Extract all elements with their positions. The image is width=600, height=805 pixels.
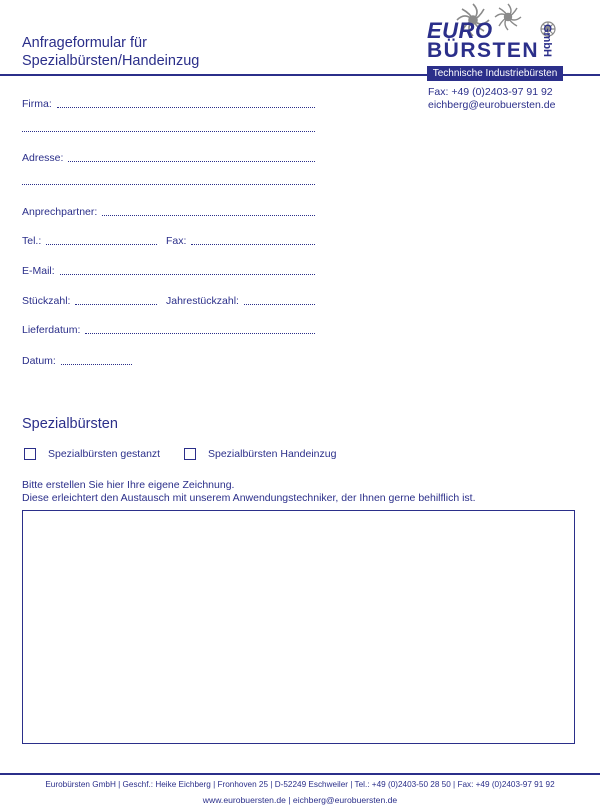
stueckzahl-field[interactable]	[22, 295, 157, 307]
lieferdatum-label: Lieferdatum:	[22, 324, 81, 336]
fax-line[interactable]	[191, 236, 315, 245]
instruction-line2: Diese erleichtert den Austausch mit unserem Anwendungstechniker, der Ihnen gerne behilflich ist.	[22, 491, 476, 504]
tel-field[interactable]	[22, 235, 157, 247]
stueckzahl-line[interactable]	[75, 296, 157, 305]
form-title-line1: Anfrageformular für	[22, 35, 147, 51]
tel-line[interactable]	[46, 236, 157, 245]
company-logo	[427, 2, 575, 84]
option-gestanzt[interactable]	[24, 448, 160, 460]
section-title: Spezialbürsten	[22, 416, 118, 432]
form-title	[22, 34, 199, 70]
footer-rule	[0, 773, 600, 775]
ansprechpartner-label: Anprechpartner:	[22, 206, 98, 218]
option-handeinzug-label: Spezialbürsten Handeinzug	[208, 448, 337, 460]
datum-line[interactable]	[61, 356, 132, 365]
firma-label: Firma:	[22, 98, 52, 110]
email-label: E-Mail:	[22, 265, 55, 277]
adresse-label: Adresse:	[22, 152, 64, 164]
email-line[interactable]	[60, 266, 315, 275]
stueckzahl-label: Stückzahl:	[22, 295, 71, 307]
form-title-line2: Spezialbürsten/Handeinzug	[22, 53, 200, 69]
option-gestanzt-label: Spezialbürsten gestanzt	[48, 448, 161, 460]
datum-label: Datum:	[22, 355, 56, 367]
checkbox-gestanzt[interactable]	[24, 448, 36, 460]
fax-label: Fax:	[166, 235, 187, 247]
footer-web-links[interactable]: www.eurobuersten.de | eichberg@eurobuersten.de	[202, 795, 398, 805]
drawing-area[interactable]	[22, 510, 575, 744]
contact-block	[428, 86, 555, 112]
brush-wheel-medium-icon	[493, 2, 523, 32]
firma-line-2[interactable]	[22, 131, 315, 132]
instruction-line1: Bitte erstellen Sie hier Ihre eigene Zeichnung.	[22, 479, 235, 491]
contact-fax: Fax: +49 (0)2403-97 91 92	[428, 86, 553, 98]
tel-label: Tel.:	[22, 235, 42, 247]
lieferdatum-field[interactable]	[22, 324, 315, 336]
adresse-line[interactable]	[68, 153, 315, 162]
adresse-field[interactable]	[22, 152, 315, 164]
lieferdatum-line[interactable]	[85, 325, 315, 334]
contact-email[interactable]: eichberg@eurobuersten.de	[428, 99, 556, 111]
option-handeinzug[interactable]	[184, 448, 336, 460]
ansprechpartner-field[interactable]	[22, 206, 315, 218]
jahresstueckzahl-label: Jahrestückzahl:	[166, 295, 239, 307]
checkbox-handeinzug[interactable]	[184, 448, 196, 460]
logo-tagline: Technische Industriebürsten	[427, 66, 563, 81]
logo-word-buersten: BÜRSTEN	[427, 39, 540, 62]
ansprechpartner-line[interactable]	[102, 207, 315, 216]
firma-field[interactable]	[22, 98, 315, 110]
drawing-instructions	[22, 479, 476, 504]
logo-word-euro: EURO	[427, 18, 493, 43]
footer-company-info: Eurobürsten GmbH | Geschf.: Heike Eichberg | Fronhoven 25 | D-52249 Eschweiler | Tel.: +49 (0)2403-50 28 50 | Fax: +49 (0)2403-97 91 92	[45, 780, 555, 789]
logo-suffix-gmbh: GmbH	[541, 24, 553, 57]
firma-line[interactable]	[57, 99, 315, 108]
email-field[interactable]	[22, 265, 315, 277]
jahresstueckzahl-field[interactable]	[166, 295, 315, 307]
jahresstueckzahl-line[interactable]	[244, 296, 315, 305]
datum-field[interactable]	[22, 355, 132, 367]
adresse-line-2[interactable]	[22, 184, 315, 185]
fax-field[interactable]	[166, 235, 315, 247]
